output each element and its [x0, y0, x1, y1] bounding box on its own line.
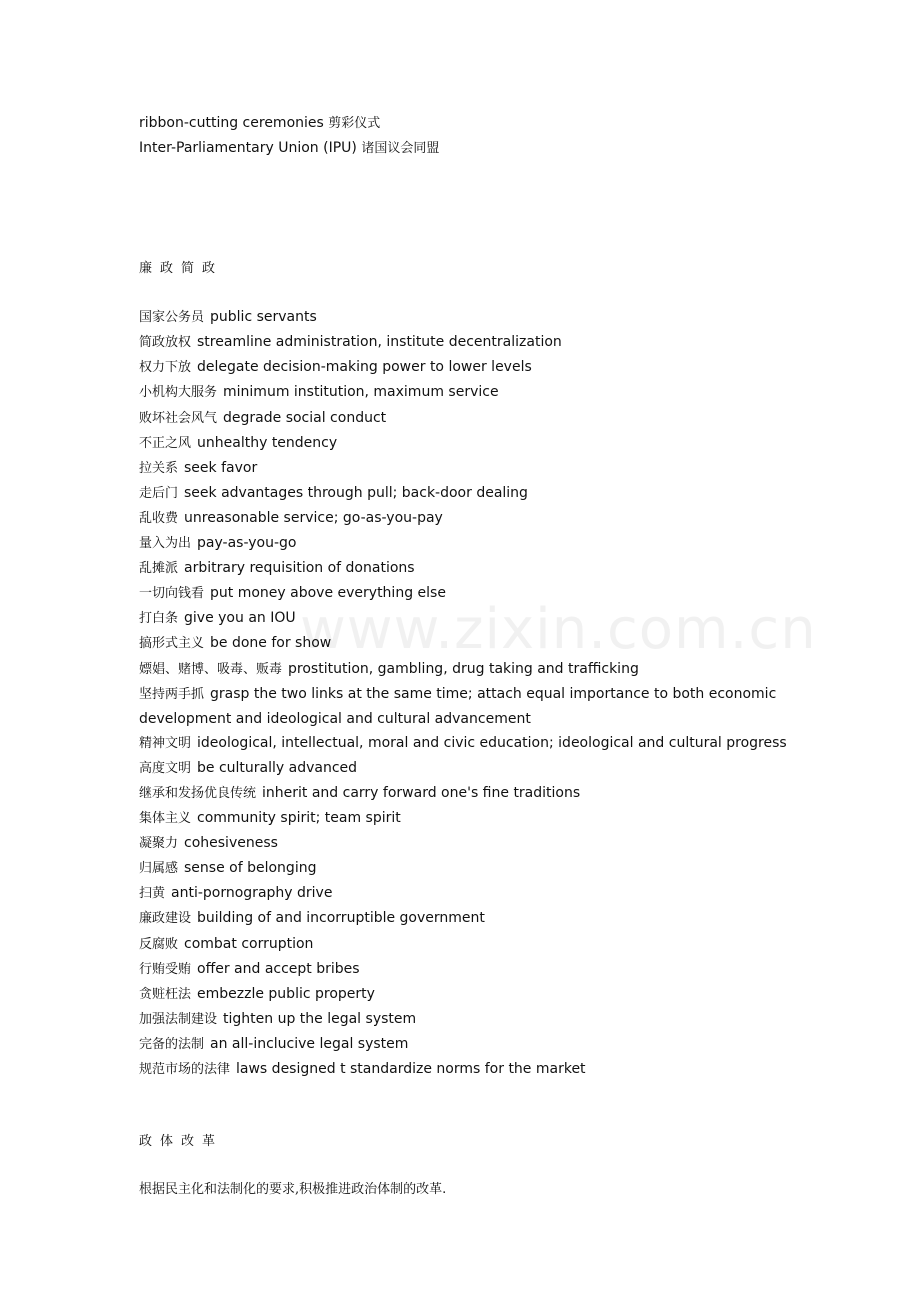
glossary-term [139, 657, 799, 682]
glossary-term [139, 731, 799, 756]
term-en: be done for show [210, 635, 332, 652]
section-heading-anticorruption: 廉政简政 [139, 261, 224, 277]
term-en: ribbon-cutting ceremonies [139, 115, 324, 131]
intro-list [139, 111, 799, 161]
term-en: arbitrary requisition of donations [184, 560, 415, 577]
term-en: delegate decision-making power to lower levels [197, 359, 532, 376]
term-zh: 简政放权 [139, 335, 192, 351]
term-zh: 加强法制建设 [139, 1011, 218, 1027]
glossary-term [139, 781, 799, 806]
glossary-term [139, 957, 799, 982]
term-en: minimum institution, maximum service [223, 384, 499, 401]
glossary-term [139, 431, 799, 456]
glossary-term [139, 631, 799, 656]
term-en: cohesiveness [184, 835, 278, 852]
term-zh: 不正之风 [139, 435, 192, 451]
term-en: an all-inclucive legal system [210, 1035, 409, 1052]
glossary-term [139, 806, 799, 831]
term-zh: 坚持两手抓 [139, 686, 205, 702]
term-en: anti-pornography drive [171, 885, 333, 902]
glossary-term [139, 456, 799, 481]
glossary-term [139, 481, 799, 506]
term-zh: 精神文明 [139, 735, 192, 751]
term-zh: 剪彩仪式 [328, 116, 381, 131]
glossary-term [139, 556, 799, 581]
glossary-term [139, 682, 799, 731]
term-zh: 国家公务员 [139, 310, 205, 326]
term-zh: 完备的法制 [139, 1036, 205, 1052]
term-zh: 诸国议会同盟 [361, 141, 440, 157]
watermark: www.zixin.com.cn [300, 597, 817, 662]
term-zh: 权力下放 [139, 360, 192, 376]
term-en: ideological, intellectual, moral and civic education; ideological and cultural progress [197, 734, 787, 751]
term-zh: 贪赃枉法 [139, 986, 192, 1002]
glossary-term [139, 1007, 799, 1032]
term-en: inherit and carry forward one's fine traditions [262, 784, 581, 801]
glossary-term [139, 831, 799, 856]
glossary-term [139, 380, 799, 405]
section-paragraph: 根据民主化和法制化的要求,积极推进政治体制的改革. [139, 1182, 447, 1198]
term-zh: 凝聚力 [139, 836, 179, 852]
term-en: grasp the two links at the same time; attach equal importance to both economic development and ideological and cultural advancement [139, 685, 777, 727]
term-zh: 扫黄 [139, 886, 166, 902]
term-zh: 归属感 [139, 861, 179, 877]
term-zh: 败坏社会风气 [139, 410, 218, 426]
term-en: seek favor [184, 459, 258, 476]
glossary-term [139, 1032, 799, 1057]
term-en: combat corruption [184, 935, 314, 952]
glossary-term [139, 330, 799, 355]
term-zh: 拉关系 [139, 460, 179, 476]
term-en: building of and incorruptible government [197, 910, 485, 927]
term-zh: 反腐败 [139, 936, 179, 952]
term-zh: 集体主义 [139, 811, 192, 827]
term-zh: 打白条 [139, 611, 179, 627]
intro-term-0 [139, 111, 799, 136]
term-en: put money above everything else [210, 585, 446, 602]
glossary-term [139, 305, 799, 330]
term-zh: 乱摊派 [139, 561, 179, 577]
term-en: sense of belonging [184, 860, 317, 877]
term-zh: 一切向钱看 [139, 586, 205, 602]
term-zh: 小机构大服务 [139, 385, 218, 401]
term-zh: 规范市场的法律 [139, 1062, 231, 1077]
term-en: community spirit; team spirit [197, 810, 401, 827]
term-en: pay-as-you-go [197, 535, 297, 552]
term-en: embezzle public property [197, 985, 375, 1002]
term-en: be culturally advanced [197, 759, 358, 776]
intro-term-1 [139, 136, 799, 161]
glossary-term [139, 881, 799, 906]
term-en: give you an IOU [184, 610, 296, 627]
glossary-term [139, 856, 799, 881]
glossary-term [139, 506, 799, 531]
term-en: laws designed t standardize norms for the market [236, 1061, 586, 1077]
glossary-term [139, 1057, 799, 1082]
term-zh: 乱收费 [139, 510, 179, 526]
glossary-term [139, 606, 799, 631]
glossary-term [139, 906, 799, 931]
term-en: public servants [210, 309, 317, 326]
glossary-term [139, 932, 799, 957]
term-en: Inter-Parliamentary Union (IPU) [139, 140, 357, 157]
glossary-term [139, 982, 799, 1007]
glossary-term [139, 756, 799, 781]
term-zh: 量入为出 [139, 536, 192, 552]
section-heading-political-reform: 政体改革 [139, 1134, 224, 1150]
glossary-term [139, 406, 799, 431]
term-zh: 搞形式主义 [139, 636, 205, 652]
document-page [139, 111, 799, 1202]
term-en: prostitution, gambling, drug taking and trafficking [288, 660, 639, 677]
term-zh: 继承和发扬优良传统 [139, 785, 257, 801]
term-en: degrade social conduct [223, 409, 387, 426]
term-zh: 廉政建设 [139, 911, 192, 927]
term-en: unreasonable service; go-as-you-pay [184, 509, 443, 526]
term-en: offer and accept bribes [197, 960, 360, 977]
term-zh: 高度文明 [139, 760, 192, 776]
glossary-term [139, 531, 799, 556]
term-en: streamline administration, institute decentralization [197, 334, 562, 351]
term-zh: 嫖娼、赌博、吸毒、贩毒 [139, 661, 283, 677]
glossary-term [139, 581, 799, 606]
term-zh: 走后门 [139, 485, 179, 501]
term-zh: 行贿受贿 [139, 961, 192, 977]
glossary-term [139, 355, 799, 380]
term-en: unhealthy tendency [197, 434, 338, 451]
term-en: seek advantages through pull; back-door dealing [184, 484, 528, 501]
glossary-list [139, 305, 799, 1082]
term-en: tighten up the legal system [223, 1010, 417, 1027]
